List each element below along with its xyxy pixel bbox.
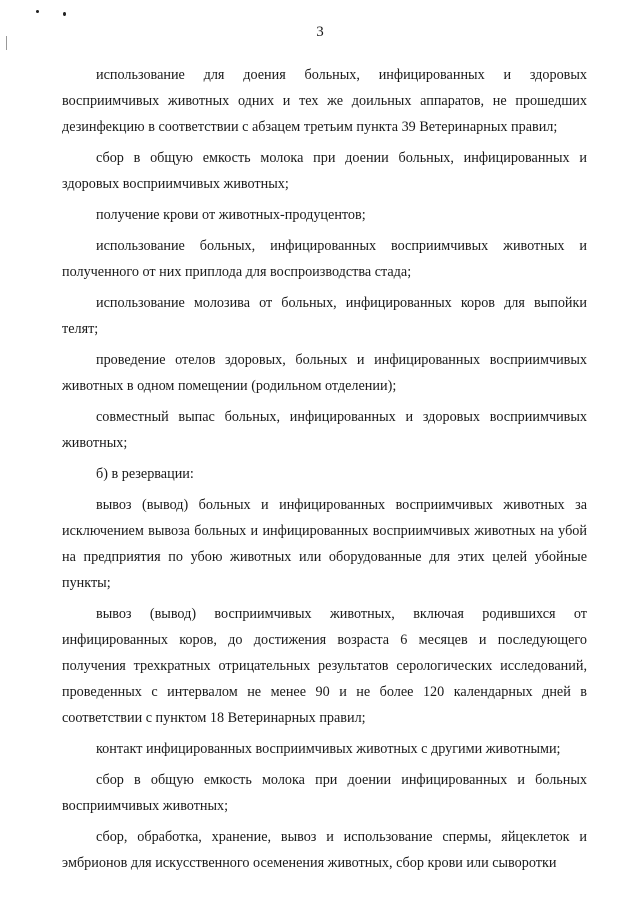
paragraph: проведение отелов здоровых, больных и инфицированных восприимчивых животных в одном помещении (родильном отделении); xyxy=(62,352,587,394)
paragraph: сбор в общую емкость молока при доении больных, инфицированных и здоровых восприимчивых животных; xyxy=(62,150,587,192)
paragraph: использование для доения больных, инфицированных и здоровых восприимчивых животных одних и тех же доильных аппаратов, не прошедших дезинфекцию в соответствии с абзацем третьим пункта 39 Ветеринарных правил; xyxy=(62,67,587,135)
paragraph: получение крови от животных-продуцентов; xyxy=(96,207,366,223)
paragraph: использование молозива от больных, инфицированных коров для выпойки телят; xyxy=(62,295,587,337)
paragraph: контакт инфицированных восприимчивых животных с другими животными; xyxy=(96,741,561,757)
paragraph: вывоз (вывод) восприимчивых животных, включая родившихся от инфицированных коров, до достижения возраста 6 месяцев и последующего получения трехкратных отрицательных результатов серологических исследований, проведенных с интервалом не менее 90 и не более 120 календарных дней в соответствии с пунктом 18 Ветеринарных правил; xyxy=(62,606,587,726)
scan-speck xyxy=(36,10,39,13)
paragraph: сбор, обработка, хранение, вывоз и использование спермы, яйцеклеток и эмбрионов для искусственного осеменения животных, сбор крови или сыворотки xyxy=(62,829,587,871)
paragraph: совместный выпас больных, инфицированных и здоровых восприимчивых животных; xyxy=(62,409,587,451)
paragraph: использование больных, инфицированных восприимчивых животных и полученного от них приплода для воспроизводства стада; xyxy=(62,238,587,280)
body-text xyxy=(62,62,587,881)
page-number: 3 xyxy=(316,24,324,40)
scan-speck xyxy=(63,12,66,16)
paragraph: сбор в общую емкость молока при доении инфицированных и больных восприимчивых животных; xyxy=(62,772,587,814)
paragraph: вывоз (вывод) больных и инфицированных восприимчивых животных за исключением вывоза больных и инфицированных восприимчивых животных на убой на предприятия по убою животных или оборудованные для этих целей убойные пункты; xyxy=(62,497,587,591)
section-heading: б) в резервации: xyxy=(96,466,194,482)
